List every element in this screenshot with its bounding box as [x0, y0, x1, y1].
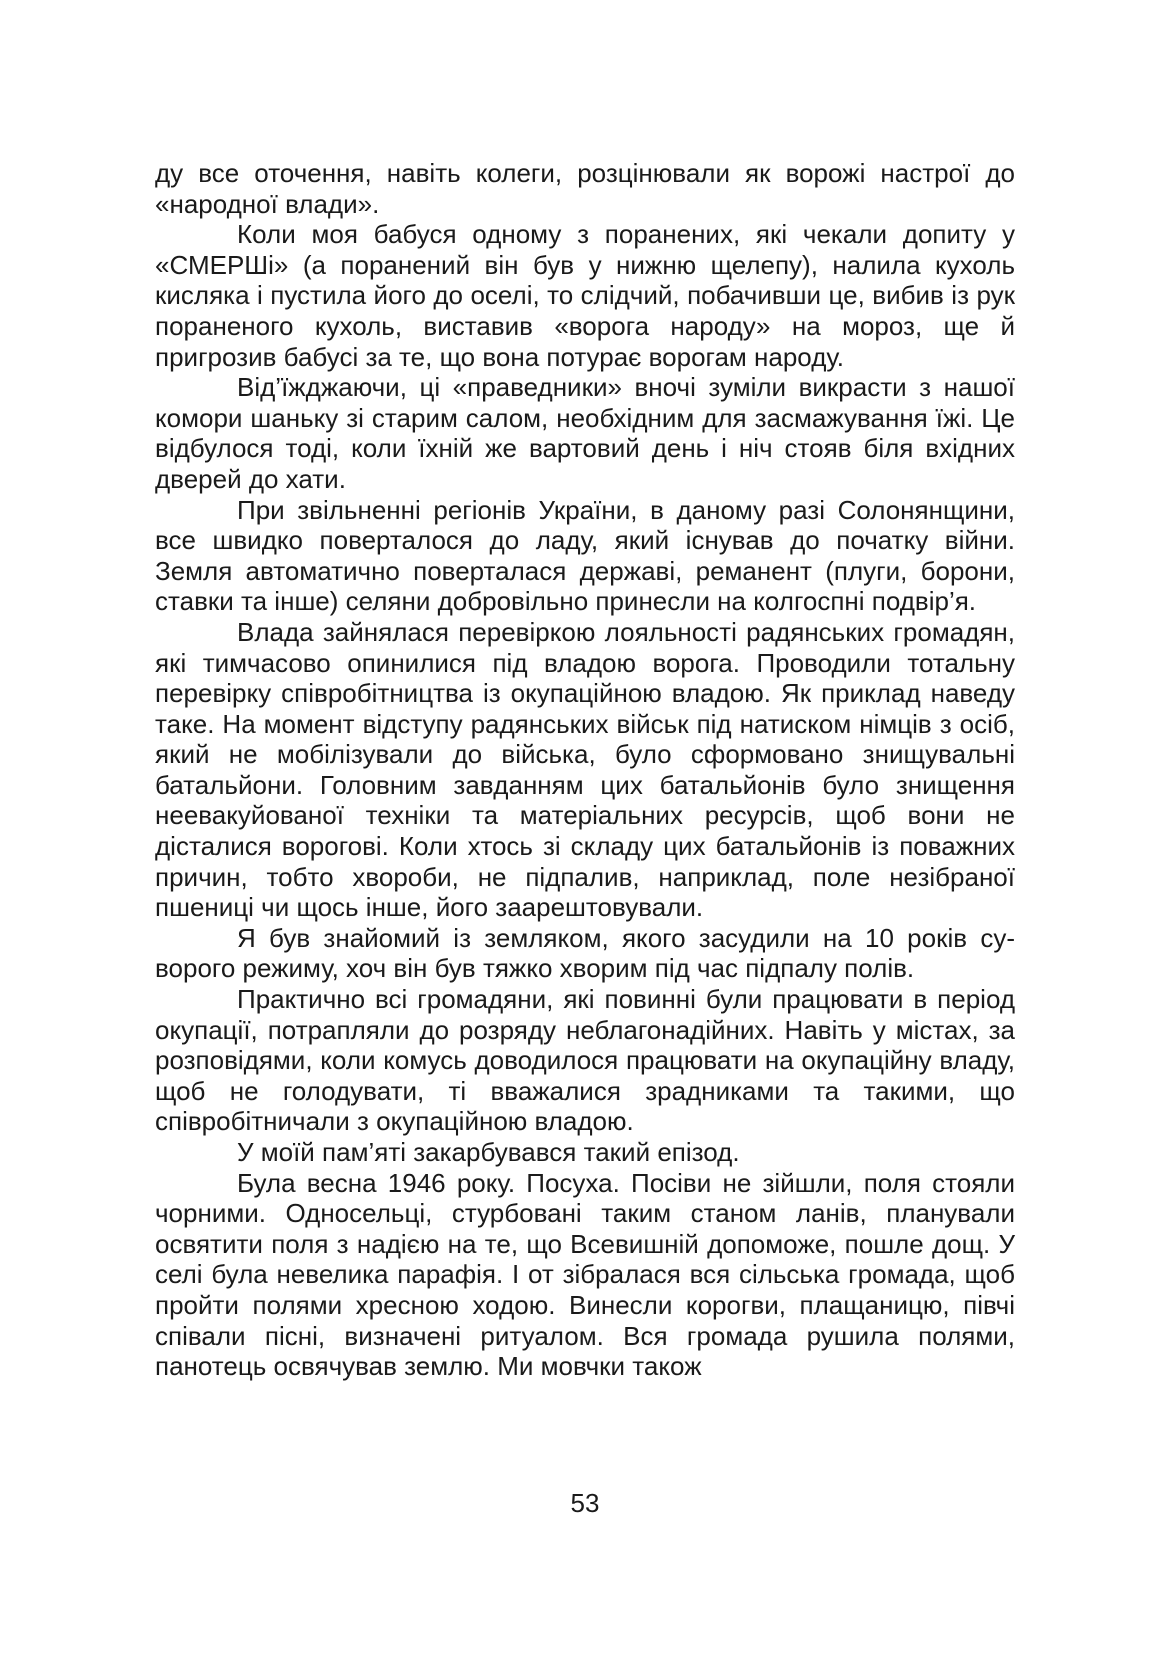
paragraph: Влада зайнялася перевіркою лояльності радянських громадян, які тимчасово опинилися під владою ворога. Проводили тотальну перевірку співробітництва із окупаційною владою. Як приклад наведу таке. На момент відступу радянських військ під натиском німців з осіб, який не мобілізували до війська, було сформовано знищувальні батальйони. Головним завданням цих батальйонів було знищення неевакуйованої техніки та матеріальних ресурсів, щоб вони не дісталися ворогові. Коли хтось зі складу цих батальйонів із поважних причин, тобто хвороби, не підпалив, наприклад, поле незібраної пшениці чи щось інше, його заарештовували. [155, 616, 1015, 923]
page-number: 53 [570, 1488, 600, 1518]
paragraph: Практично всі громадяни, які повинні були працювати в період окупації, потрапляли до розряду неблагонадійних. Навіть у містах, за розповідями, коли комусь доводилося працювати на окупаційну владу, щоб не голодувати, ті вважалися зрадниками та такими, що співробітничали з окупаційною владою. [155, 984, 1015, 1137]
paragraph: Коли моя бабуся одному з поранених, які чекали допиту у «СМЕРШі» (а поранений він був у нижню щелепу), налила кухоль кисляка і пустила його до оселі, то слідчий, побачивши це, вибив із рук пораненого кухоль, виставив «ворога народу» на мороз, ще й пригрозив бабусі за те, що вона потурає ворогам народу. [155, 219, 1015, 372]
body-text [155, 158, 1015, 1382]
paragraph: У моїй пам’яті закарбувався такий епізод. [237, 1137, 740, 1167]
paragraph-continuation: ду все оточення, навіть колеги, розцінювали як ворожі настрої до «народної влади». [155, 158, 1015, 219]
paragraph: Була весна 1946 року. Посуха. Посіви не зійшли, поля стояли чорними. Односельці, стурбовані таким станом ланів, планували освятити поля з надією на те, що Всевишній допоможе, пошле дощ. У селі була невелика парафія. І от зібралася вся сільська громада, щоб пройти полями хресною ходою. Винесли корогви, плащаницю, півчі співали пісні, визначені ритуалом. Вся громада рушила полями, панотець освячував землю. Ми мовчки також [155, 1167, 1015, 1382]
paragraph: Я був знайомий із земляком, якого засудили на 10 років суворого режиму, хоч він був тяжко хворим під час підпалу полів. [155, 922, 1015, 984]
paragraph: При звільненні регіонів України, в даному разі Солонянщини, все швидко поверталося до ладу, який існував до початку війни. Земля автоматично поверталася державі, реманент (плуги, борони, ставки та інше) селяни добровільно принесли на колгоспні подвір’я. [155, 494, 1015, 617]
paragraph: Від’їжджаючи, ці «праведники» вночі зуміли викрасти з нашої комори шаньку зі старим салом, необхідним для засмажування їжі. Це відбулося тоді, коли їхній же вартовий день і ніч стояв біля вхідних дверей до хати. [155, 372, 1015, 494]
